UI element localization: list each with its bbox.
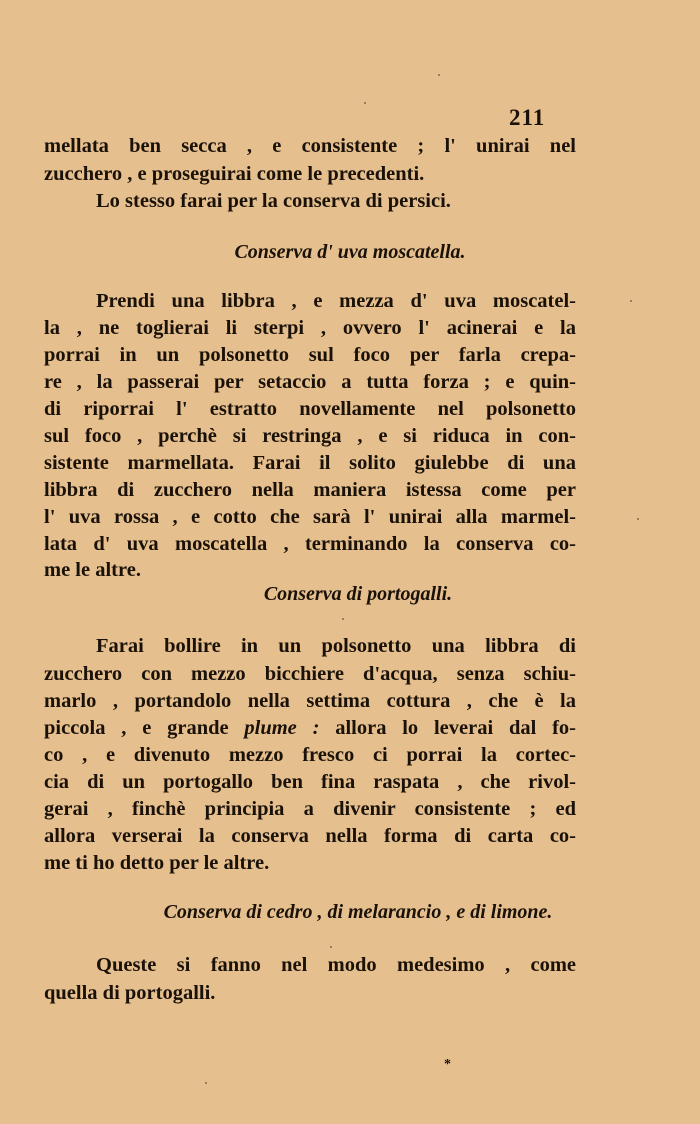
text-line: di riporrai l' estratto novellamente nel polsonetto bbox=[44, 398, 576, 420]
paper-speck bbox=[342, 618, 344, 620]
text-line: mellata ben secca , e consistente ; l' unirai nel bbox=[44, 135, 576, 157]
paper-speck bbox=[637, 518, 639, 520]
text-line: gerai , finchè principia a divenir consistente ; ed bbox=[44, 798, 576, 820]
page-number: 211 bbox=[509, 105, 546, 130]
text-line: cia di un portogallo ben fina raspata , che rivol- bbox=[44, 771, 576, 793]
text-line: me le altre. bbox=[44, 559, 141, 581]
text-line: Lo stesso farai per la conserva di persici. bbox=[96, 190, 451, 212]
text-line: libbra di zucchero nella maniera istessa come per bbox=[44, 479, 576, 501]
paper-speck bbox=[205, 1082, 207, 1084]
paper-speck bbox=[364, 102, 366, 104]
text-line: l' uva rossa , e cotto che sarà l' unirai alla marmel- bbox=[44, 506, 576, 528]
text-line: marlo , portandolo nella settima cottura , che è la bbox=[44, 690, 576, 712]
text-segment: piccola , e grande bbox=[44, 717, 245, 739]
italic-term: plume : bbox=[244, 717, 320, 739]
text-line: sul foco , perchè si restringa , e si riduca in con- bbox=[44, 425, 576, 447]
section-heading-uva: Conserva d' uva moscatella. bbox=[234, 241, 466, 263]
text-line: porrai in un polsonetto sul foco per farla crepa- bbox=[44, 344, 576, 366]
text-line: quella di portogalli. bbox=[44, 982, 216, 1004]
paper-speck bbox=[438, 74, 440, 76]
footer-mark: * bbox=[444, 1057, 451, 1072]
text-line: sistente marmellata. Farai il solito giulebbe di una bbox=[44, 452, 576, 474]
text-line: la , ne toglierai li sterpi , ovvero l' acinerai e la bbox=[44, 317, 576, 339]
text-line: zucchero con mezzo bicchiere d'acqua, senza schiu- bbox=[44, 663, 576, 685]
text-line: me ti ho detto per le altre. bbox=[44, 852, 270, 874]
paper-speck bbox=[630, 300, 632, 302]
section-heading-portogalli: Conserva di portogalli. bbox=[263, 583, 453, 605]
text-line: lata d' uva moscatella , terminando la conserva co- bbox=[44, 533, 576, 555]
text-line: Queste si fanno nel modo medesimo , come bbox=[96, 954, 576, 976]
text-line bbox=[44, 718, 576, 739]
text-line: Prendi una libbra , e mezza d' uva moscatel- bbox=[96, 290, 576, 312]
text-line: zucchero , e proseguirai come le precedenti. bbox=[44, 163, 425, 185]
text-line: Farai bollire in un polsonetto una libbra di bbox=[96, 635, 576, 657]
text-line: co , e divenuto mezzo fresco ci porrai la cortec- bbox=[44, 744, 576, 766]
text-segment: allora lo leverai dal fo- bbox=[319, 717, 576, 739]
text-line: re , la passerai per setaccio a tutta forza ; e quin- bbox=[44, 371, 576, 393]
paper-speck bbox=[330, 946, 332, 948]
section-heading-cedro: Conserva di cedro , di melarancio , e di limone. bbox=[163, 901, 553, 923]
text-line: allora verserai la conserva nella forma di carta co- bbox=[44, 825, 576, 847]
